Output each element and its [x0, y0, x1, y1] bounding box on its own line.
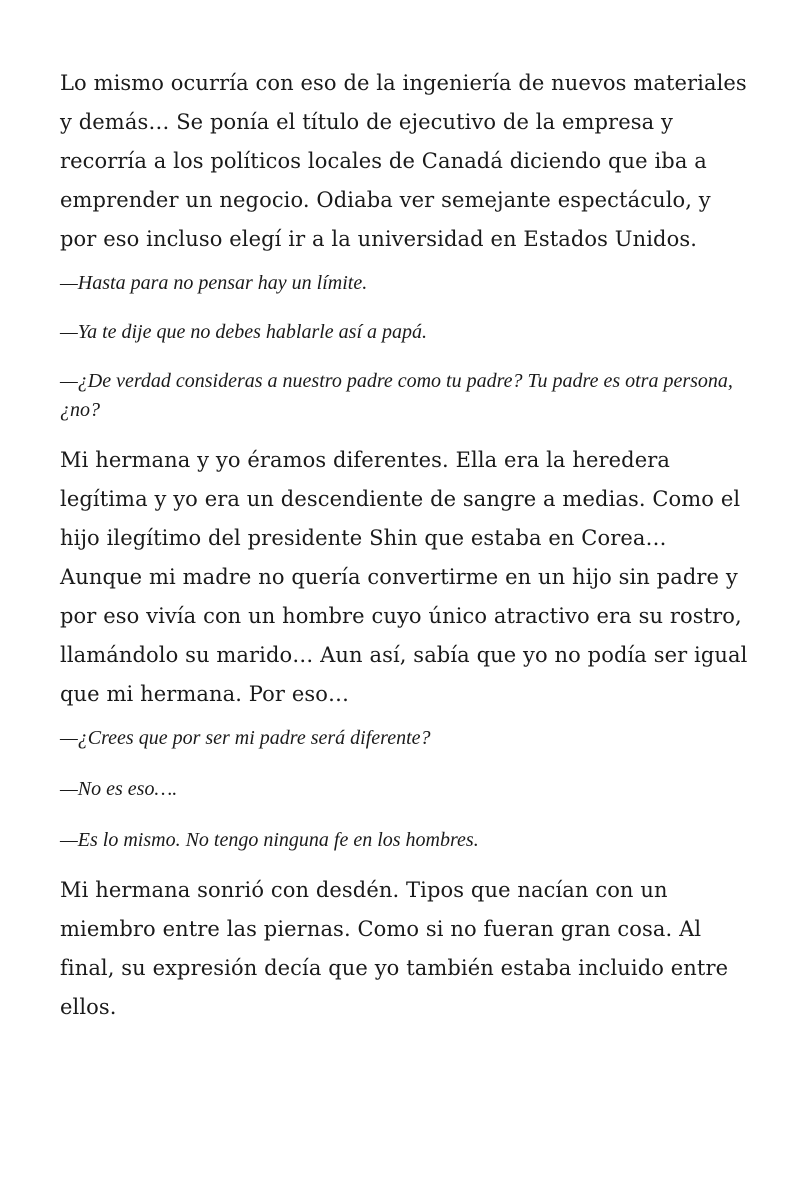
dialogue-line-2: —Ya te dije que no debes hablarle así a papá. [60, 321, 428, 343]
document-page [60, 64, 750, 1037]
paragraph-2: Mi hermana y yo éramos diferentes. Ella era la heredera legítima y yo era un descendiente de sangre a medias. Como el hijo ilegítimo del presidente Shin que estaba en Corea… Aunque mi madre no quería convertirme en un hijo sin padre y por eso vivía con un hombre cuyo único atractivo era su rostro, llamándolo su marido… Aun así, sabía que yo no podía ser igual que mi hermana. Por eso… [60, 448, 748, 706]
dialogue-line-6: —Es lo mismo. No tengo ninguna fe en los hombres. [60, 829, 479, 851]
dialogue-line-5: —No es eso…. [60, 778, 178, 800]
dialogue-line-1: —Hasta para no pensar hay un límite. [60, 272, 368, 294]
paragraph-1: Lo mismo ocurría con eso de la ingeniería de nuevos materiales y demás… Se ponía el título de ejecutivo de la empresa y recorría a los políticos locales de Canadá diciendo que iba a emprender un negocio. Odiaba ver semejante espectáculo, y por eso incluso elegí ir a la universidad en Estados Unidos. [60, 71, 747, 251]
dialogue-line-4: —¿Crees que por ser mi padre será diferente? [60, 727, 431, 749]
dialogue-line-3: —¿De verdad consideras a nuestro padre como tu padre? Tu padre es otra persona, ¿no? [60, 370, 733, 421]
paragraph-3: Mi hermana sonrió con desdén. Tipos que nacían con un miembro entre las piernas. Como si no fueran gran cosa. Al final, su expresión decía que yo también estaba incluido entre ellos. [60, 878, 729, 1019]
